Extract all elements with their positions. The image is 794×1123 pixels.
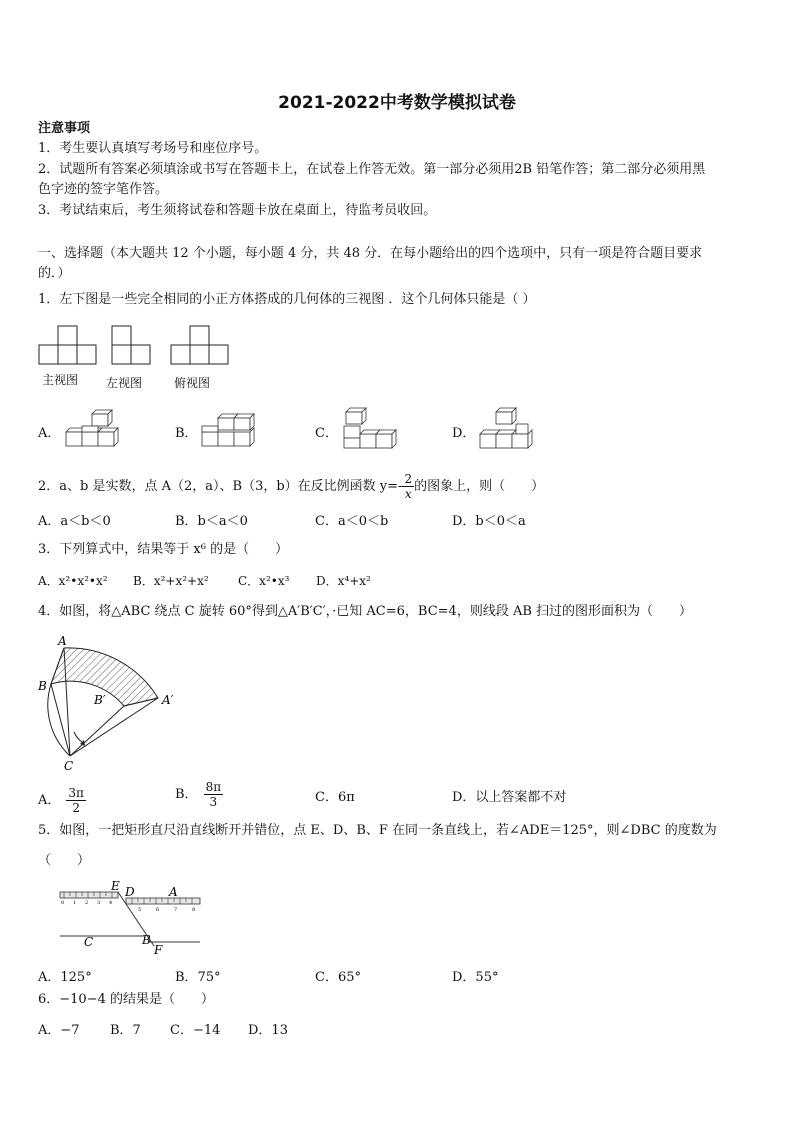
ruler-tick-label: 3 <box>97 900 101 906</box>
question-4-stem: 4．如图，将△ABC 绕点 C 旋转 60°得到△A′B′C′，·已知 AC=6，BC=4，则线段 AB 扫过的图形面积为（ ） <box>38 604 693 619</box>
question-6-stem: 6．−10−4 的结果是（ ） <box>38 992 215 1007</box>
option-d: D．以上答案都不对 <box>452 790 567 805</box>
ruler-tick-label: 4 <box>109 900 113 906</box>
point-b-label: B <box>142 933 151 947</box>
option-a: A． <box>38 426 61 441</box>
point-d-label: D <box>125 885 135 899</box>
rotation-figure <box>34 628 184 773</box>
option-a: A．−7 <box>38 1023 80 1038</box>
left-view-figure <box>111 326 153 366</box>
point-c-label: C <box>84 935 94 949</box>
notice-item: 1．考生要认真填写考场号和座位序号。 <box>38 141 268 156</box>
notice-item: 2．试题所有答案必须填涂或书写在答题卡上，在试卷上作答无效。第一部分必须用2B 铅笔作答；第二部分必须用黑 <box>38 162 706 177</box>
notice-heading: 注意事项 <box>38 121 91 136</box>
option-b <box>175 780 223 809</box>
point-a-prime-label: A′ <box>162 693 174 707</box>
option-d: D．13 <box>248 1023 288 1038</box>
option-b-fraction <box>204 780 224 809</box>
point-e-label: E <box>111 879 120 893</box>
option-a-label: A． <box>38 793 61 808</box>
top-view-figure <box>170 326 232 366</box>
option-c: C．a＜0＜b <box>315 514 389 529</box>
fraction-denominator: x <box>404 487 412 501</box>
point-f-label: F <box>154 943 163 957</box>
ruler-tick-label: 1 <box>73 900 77 906</box>
point-c-label: C <box>64 759 74 773</box>
option-c: C．x²•x³ <box>238 574 290 588</box>
notice-item: 色字迹的签字笔作答。 <box>38 182 169 197</box>
ruler-tick-label: 8 <box>192 907 196 913</box>
option-c: C．6π <box>315 790 355 805</box>
ruler-tick-label: 6 <box>156 907 160 913</box>
option-a: A．x²•x²•x² <box>38 574 108 588</box>
option-a-cube-figure <box>62 410 124 450</box>
option-c: C． <box>315 426 338 441</box>
top-view-label: 俯视图 <box>174 376 211 390</box>
page-title: 2021-2022中考数学模拟试卷 <box>278 93 516 113</box>
front-view-label: 主视图 <box>42 373 79 387</box>
ruler-figure <box>56 880 206 960</box>
option-c-cube-figure <box>340 406 402 450</box>
option-b: B．x²+x²+x² <box>133 574 209 588</box>
option-b-label: B． <box>175 787 198 802</box>
fraction-numerator: 2 <box>404 472 413 486</box>
option-b: B．75° <box>175 970 221 985</box>
question-1-stem: 1．左下图是一些完全相同的小正方体搭成的几何体的三视图 ．这个几何体只能是（ ） <box>38 292 536 307</box>
option-c: C．−14 <box>170 1023 221 1038</box>
option-a: A．125° <box>38 970 92 985</box>
question-2-stem <box>38 472 544 501</box>
question-2-stem-b: 的图象上，则（ ） <box>414 479 545 494</box>
point-a-label: A <box>58 634 67 648</box>
fraction <box>402 472 414 501</box>
option-a <box>38 786 86 815</box>
front-view-figure <box>38 326 98 366</box>
option-a-fraction <box>66 786 86 815</box>
question-5-stem: 5．如图，一把矩形直尺沿直线断开并错位，点 E、D、B、F 在同一条直线上，若∠ADE＝125°，则∠DBC 的度数为 <box>38 823 717 838</box>
option-a: A．a＜b＜0 <box>38 514 111 529</box>
option-b-cube-figure <box>198 410 260 450</box>
option-b: B．7 <box>110 1023 141 1038</box>
option-d-cube-figure <box>476 406 538 450</box>
section-heading-cont: 的．） <box>38 266 71 281</box>
option-b-numerator: 8π <box>205 780 222 794</box>
left-view-label: 左视图 <box>106 376 143 390</box>
notice-item: 3．考试结束后，考生须将试卷和答题卡放在桌面上，待监考员收回。 <box>38 203 437 218</box>
question-2-stem-a: 2．a、b 是实数，点 A（2，a）、B（3，b）在反比例函数 y=- <box>38 479 403 494</box>
option-a-denominator: 2 <box>72 801 80 815</box>
option-d: D．55° <box>452 970 499 985</box>
section-heading: 一、选择题（本大题共 12 个小题，每小题 4 分，共 48 分．在每小题给出的四个选项中，只有一项是符合题目要求 <box>38 246 703 261</box>
option-c: C．65° <box>315 970 361 985</box>
option-b: B． <box>175 426 198 441</box>
ruler-tick-label: 2 <box>85 900 89 906</box>
point-b-prime-label: B′ <box>94 693 106 707</box>
option-b: B．b＜a＜0 <box>175 514 248 529</box>
question-5-stem-cont: （ ） <box>38 853 91 868</box>
point-b-label: B <box>38 679 47 693</box>
ruler-tick-label: 7 <box>174 907 178 913</box>
option-a-numerator: 3π <box>68 786 84 800</box>
ruler-tick-label: 0 <box>61 900 65 906</box>
question-3-stem: 3．下列算式中，结果等于 x⁶ 的是（ ） <box>38 542 289 557</box>
point-a-label: A <box>169 885 178 899</box>
ruler-tick-label: 5 <box>138 907 142 913</box>
option-d: D．b＜0＜a <box>452 514 526 529</box>
option-d: D．x⁴+x² <box>316 574 371 588</box>
option-d: D． <box>452 426 476 441</box>
option-b-denominator: 3 <box>209 795 218 809</box>
